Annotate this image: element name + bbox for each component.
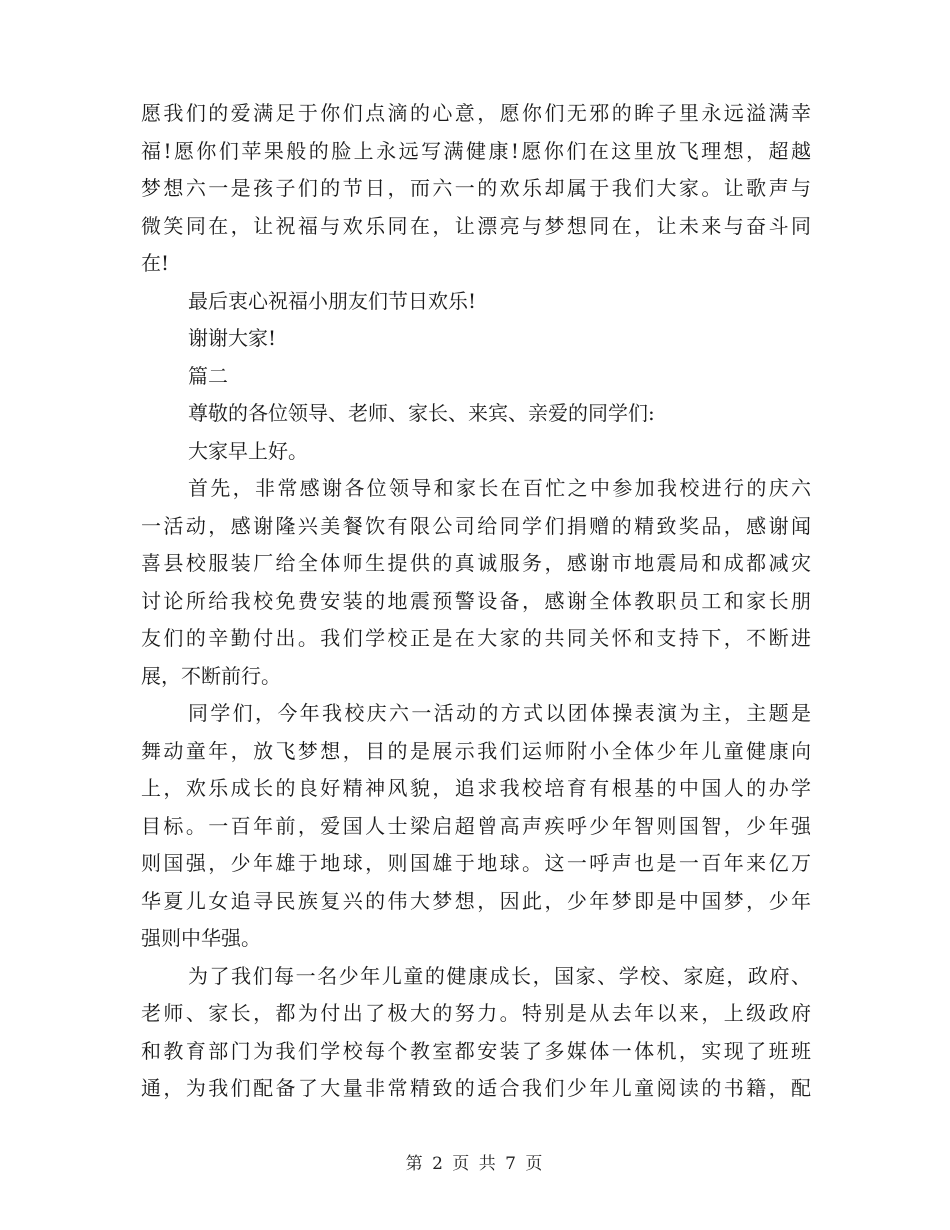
paragraph-closing-wishes — [141, 95, 811, 283]
text-line: 老师、家长，都为付出了极大的努力。特别是从去年以来，上级政府 — [141, 1001, 811, 1025]
section-heading-part-two — [141, 358, 811, 396]
paragraph-acknowledgements — [141, 470, 811, 695]
text-line: 为了我们每一名少年儿童的健康成长，国家、学校、家庭，政府、 — [188, 963, 811, 988]
text-line: 梦想六一是孩子们的节日，而六一的欢乐却属于我们大家。让歌声与 — [141, 176, 811, 200]
page-number-footer: 第 2 页 共 7 页 — [405, 1154, 545, 1174]
text-line: 华夏儿女追寻民族复兴的伟大梦想，因此，少年梦即是中国梦，少年 — [141, 888, 811, 913]
text-line: 通，为我们配备了大量非常精致的适合我们少年儿童阅读的书籍，配 — [141, 1076, 811, 1100]
text-line: 舞动童年，放飞梦想，目的是展示我们运师附小全体少年儿童健康向 — [141, 738, 811, 763]
text-line: 福!愿你们苹果般的脸上永远写满健康!愿你们在这里放飞理想，超越 — [141, 138, 811, 163]
paragraph-final-blessing — [141, 283, 811, 321]
text-line: 篇二 — [188, 363, 228, 388]
paragraph-salutation — [141, 395, 811, 433]
text-line: 尊敬的各位领导、老师、家长、来宾、亲爱的同学们: — [188, 401, 655, 425]
text-line: 最后衷心祝福小朋友们节日欢乐! — [188, 288, 477, 313]
text-line: 友们的辛勤付出。我们学校正是在大家的共同关怀和支持下，不断进 — [141, 626, 811, 650]
text-line: 在! — [141, 251, 170, 275]
text-line: 展，不断前行。 — [141, 663, 281, 688]
text-line: 首先，非常感谢各位领导和家长在百忙之中参加我校进行的庆六 — [188, 476, 811, 500]
text-line: 愿我们的爱满足于你们点滴的心意，愿你们无邪的眸子里永远溢满幸 — [141, 101, 811, 125]
text-line: 同学们，今年我校庆六一活动的方式以团体操表演为主，主题是 — [188, 701, 811, 725]
paragraph-thanks — [141, 320, 811, 358]
text-line: 目标。一百年前，爱国人士梁启超曾高声疾呼少年智则国智，少年强 — [141, 813, 811, 838]
document-body — [141, 95, 811, 1108]
text-line: 讨论所给我校免费安装的地震预警设备，感谢全体教职员工和家长朋 — [141, 588, 811, 613]
paragraph-greeting — [141, 433, 811, 471]
text-line: 上，欢乐成长的良好精神风貌，追求我校培育有根基的中国人的办学 — [141, 776, 811, 800]
text-line: 则国强，少年雄于地球，则国雄于地球。这一呼声也是一百年来亿万 — [141, 851, 811, 875]
text-line: 谢谢大家! — [188, 326, 277, 350]
text-line: 一活动，感谢隆兴美餐饮有限公司给同学们捐赠的精致奖品，感谢闻 — [141, 513, 811, 538]
text-line: 微笑同在，让祝福与欢乐同在，让漂亮与梦想同在，让未来与奋斗同 — [141, 213, 811, 238]
text-line: 强则中华强。 — [141, 926, 261, 950]
paragraph-support — [141, 958, 811, 1108]
paragraph-event-theme — [141, 695, 811, 958]
text-line: 大家早上好。 — [188, 438, 308, 463]
text-line: 和教育部门为我们学校每个教室都安装了多媒体一体机，实现了班班 — [141, 1038, 811, 1063]
text-line: 喜县校服装厂给全体师生提供的真诚服务，感谢市地震局和成都减灾 — [141, 551, 811, 575]
